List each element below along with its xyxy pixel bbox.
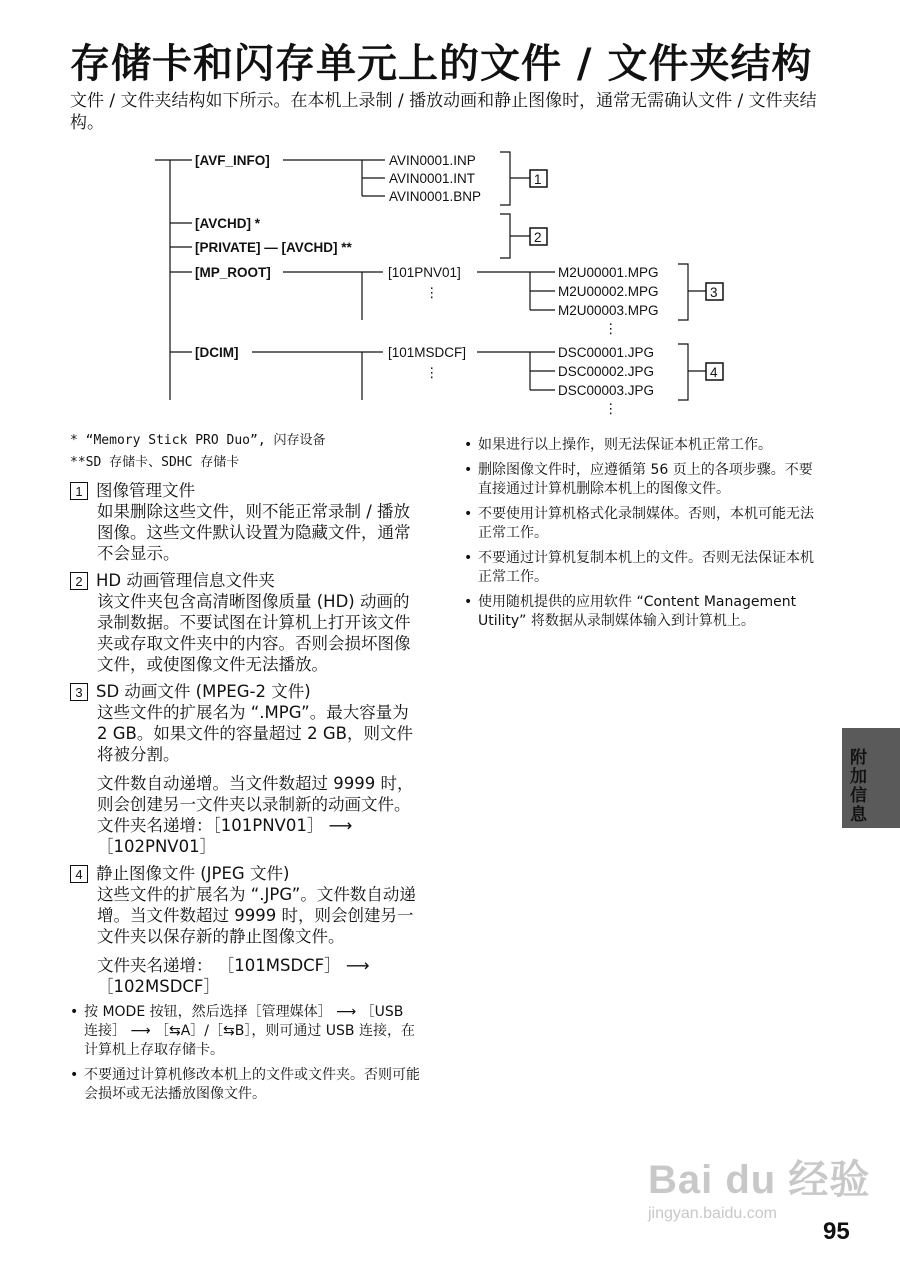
box-label-1: 1 bbox=[534, 172, 542, 187]
mpg-file-2: M2U00002.MPG bbox=[558, 284, 659, 299]
right-column bbox=[464, 430, 824, 631]
item-subparagraph: 文件夹名递增： ［101MSDCF］ ⟶ ［102MSDCF］ bbox=[97, 956, 370, 996]
bullet-right-2: • 删除图像文件时，应遵循第 56 页上的各项步骤。不要直接通过计算机删除本机上的图像文件。 bbox=[464, 462, 813, 497]
jpg-file-3: DSC00003.JPG bbox=[558, 383, 655, 398]
item-2 bbox=[70, 570, 420, 675]
bullet-left-2: • 不要通过计算机修改本机上的文件或文件夹。否则可能会损坏或无法播放图像文件。 bbox=[70, 1067, 420, 1102]
bullet-right-5: • 使用随机提供的应用软件 “Content Management Utility” 将数据从录制媒体输入到计算机上。 bbox=[464, 594, 797, 629]
ellipsis-pnv: ⋮ bbox=[425, 285, 439, 300]
watermark-logo bbox=[648, 1148, 870, 1223]
intro-paragraph: 文件 / 文件夹结构如下所示。在本机上录制 / 播放动画和静止图像时，通常无需确认文件 / 文件夹结构。 bbox=[70, 91, 817, 133]
ellipsis-msdcf: ⋮ bbox=[425, 365, 439, 380]
mpg-file-3: M2U00003.MPG bbox=[558, 303, 659, 318]
item-4 bbox=[70, 863, 420, 997]
bullet-right-1: • 如果进行以上操作，则无法保证本机正常工作。 bbox=[464, 437, 772, 453]
ellipsis-jpg: ⋮ bbox=[604, 401, 618, 416]
bullet-right-3: • 不要使用计算机格式化录制媒体。否则，本机可能无法正常工作。 bbox=[464, 506, 814, 541]
folder-101msdcf: [101MSDCF] bbox=[388, 345, 467, 360]
item-body: 这些文件的扩展名为 “.JPG”。文件数自动递增。当文件数超过 9999 时，则会创建另一文件夹以保存新的静止图像文件。 bbox=[97, 885, 416, 946]
box-label-2: 2 bbox=[534, 230, 542, 245]
item-1 bbox=[70, 480, 420, 564]
item-body: 如果删除这些文件，则不能正常录制 / 播放图像。这些文件默认设置为隐藏文件，通常不会显示。 bbox=[97, 502, 411, 563]
box-label-3: 3 bbox=[710, 285, 718, 300]
folder-tree-diagram bbox=[0, 0, 900, 430]
number-box-4: 4 bbox=[70, 865, 88, 883]
item-heading: SD 动画文件 (MPEG-2 文件) bbox=[96, 682, 311, 701]
avf-file-2: AVIN0001.INT bbox=[389, 171, 476, 186]
ellipsis-mpg: ⋮ bbox=[604, 321, 618, 336]
item-heading: 静止图像文件 (JPEG 文件) bbox=[96, 864, 290, 883]
left-column bbox=[70, 430, 420, 1104]
watermark-url: jingyan.baidu.com bbox=[648, 1205, 777, 1222]
folder-101pnv01: [101PNV01] bbox=[388, 265, 461, 280]
folder-avf-info: [AVF_INFO] bbox=[195, 153, 270, 168]
item-body: 该文件夹包含高清晰图像质量 (HD) 动画的录制数据。不要试图在计算机上打开该文件夹或存取文件夹中的内容。否则会损坏图像文件，或使图像文件无法播放。 bbox=[97, 592, 411, 674]
avf-file-1: AVIN0001.INP bbox=[389, 153, 476, 168]
number-box-1: 1 bbox=[70, 482, 88, 500]
bullet-right-4: • 不要通过计算机复制本机上的文件。否则无法保证本机正常工作。 bbox=[464, 550, 814, 585]
box-label-4: 4 bbox=[710, 365, 718, 380]
footnote-star2: **SD 存储卡、SDHC 存储卡 bbox=[70, 455, 240, 470]
jpg-file-2: DSC00002.JPG bbox=[558, 364, 655, 379]
folder-dcim: [DCIM] bbox=[195, 345, 239, 360]
number-box-2: 2 bbox=[70, 572, 88, 590]
footnote-star1: * “Memory Stick PRO Duo”, 闪存设备 bbox=[70, 433, 326, 448]
mpg-file-1: M2U00001.MPG bbox=[558, 265, 659, 280]
bullet-left-1: • 按 MODE 按钮，然后选择［管理媒体］ ⟶ ［USB 连接］ ⟶ ［⇆A］/［⇆B］，则可通过 USB 连接，在计算机上存取存储卡。 bbox=[70, 1004, 415, 1058]
item-subparagraph: 文件数自动递增。当文件数超过 9999 时，则会创建另一文件夹以录制新的动画文件。文件夹名递增：［101PNV01］ ⟶ ［102PNV01］ bbox=[97, 774, 414, 856]
page-number: 95 bbox=[823, 1218, 850, 1245]
folder-mp-root: [MP_ROOT] bbox=[195, 265, 271, 280]
item-heading: 图像管理文件 bbox=[96, 481, 195, 500]
page-title: 存储卡和闪存单元上的文件 / 文件夹结构 bbox=[70, 41, 813, 87]
avf-file-3: AVIN0001.BNP bbox=[389, 189, 482, 204]
folder-private: [PRIVATE] — [AVCHD] ** bbox=[195, 240, 352, 255]
item-body: 这些文件的扩展名为 “.MPG”。最大容量为 2 GB。如果文件的容量超过 2 GB，则文件将被分割。 bbox=[97, 703, 413, 764]
item-heading: HD 动画管理信息文件夹 bbox=[96, 571, 275, 590]
item-3 bbox=[70, 681, 420, 857]
section-side-label: 附加信息 bbox=[846, 748, 866, 824]
number-box-3: 3 bbox=[70, 683, 88, 701]
jpg-file-1: DSC00001.JPG bbox=[558, 345, 655, 360]
folder-avchd: [AVCHD] * bbox=[195, 216, 260, 231]
watermark-brand: Bai du 经验 bbox=[648, 1158, 871, 1202]
